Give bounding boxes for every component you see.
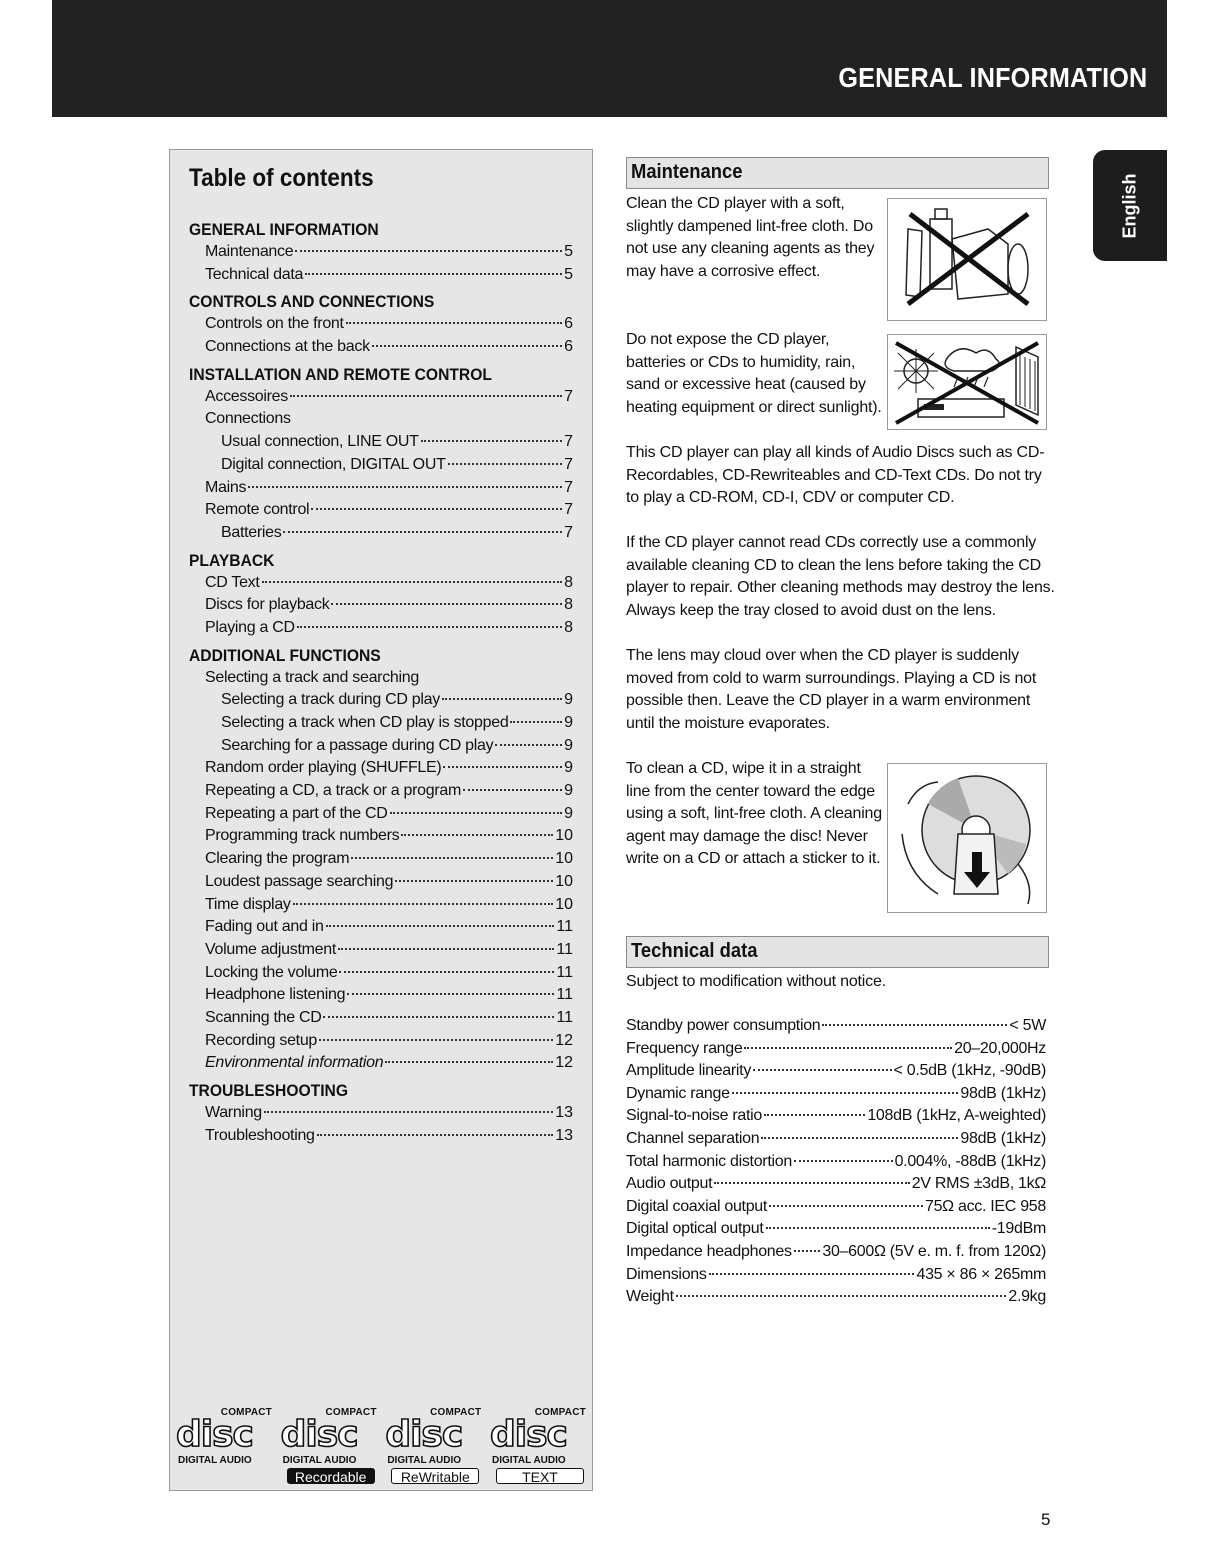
- toc-entry-page: 5: [564, 243, 573, 260]
- toc-entry: [189, 689, 573, 712]
- spec-leader-dots: [766, 1227, 990, 1229]
- toc-entry-label: Repeating a part of the CD: [205, 804, 388, 822]
- toc-leader-dots: [448, 463, 563, 465]
- toc-entry-label: Random order playing (SHUFFLE): [205, 759, 442, 777]
- toc-leader-dots: [395, 880, 553, 882]
- spec-label: Dimensions: [626, 1265, 707, 1283]
- toc-entry-page: 7: [564, 433, 573, 451]
- toc-entry-label: Selecting a track during CD play: [221, 691, 440, 709]
- toc-entry: [189, 522, 573, 545]
- spec-value: 30–600Ω (5V e. m. f. from 120Ω): [822, 1242, 1046, 1260]
- maintenance-paragraph-4: If the CD player cannot read CDs correctly use a commonly available cleaning CD to clean the lens before taking the CD player to repair. Other cleaning methods may destroy the lens. Always keep the tray closed to avoid dust on the lens.: [626, 534, 1055, 619]
- spec-leader-dots: [764, 1114, 865, 1116]
- spec-row: [626, 1218, 1046, 1241]
- toc-entry-label: Fading out and in: [205, 918, 324, 936]
- maintenance-paragraph-5: The lens may cloud over when the CD player is suddenly moved from cold to warm surroundings. Playing a CD is not possible then. Leave the CD player in a warm environment until the moisture evaporates.: [626, 647, 1037, 732]
- spec-value: 2V RMS ±3dB, 1kΩ: [911, 1175, 1046, 1193]
- toc-leader-dots: [264, 1111, 553, 1113]
- disc-logo-compact: COMPACT: [220, 1407, 272, 1418]
- toc-entry-label: Usual connection, LINE OUT: [221, 433, 419, 451]
- spec-row: [626, 1196, 1046, 1219]
- toc-entry-label: Controls on the front: [205, 315, 344, 333]
- toc-entry-page: 11: [556, 986, 573, 1004]
- spec-label: Digital coaxial output: [626, 1197, 768, 1215]
- spec-row: [626, 1083, 1046, 1106]
- toc-leader-dots: [293, 903, 554, 905]
- toc-entry: [189, 712, 573, 735]
- toc-entry: [189, 499, 573, 522]
- disc-logo-badge: TEXT: [496, 1468, 584, 1484]
- toc-entry: [189, 454, 573, 477]
- disc-cleaning-illustration: [887, 763, 1047, 913]
- toc-entry: [189, 962, 573, 985]
- disc-logo-digital: DIGITAL AUDIO: [387, 1455, 462, 1466]
- toc-entry-label: Troubleshooting: [205, 1126, 315, 1144]
- spec-leader-dots: [676, 1295, 1007, 1297]
- no-cleaning-agents-icon: [888, 199, 1046, 320]
- toc-leader-dots: [339, 971, 554, 973]
- spec-row: [626, 1105, 1046, 1128]
- toc-section-title: TROUBLESHOOTING: [189, 1081, 349, 1100]
- spec-leader-dots: [709, 1273, 915, 1275]
- toc-entry-page: 10: [555, 895, 573, 913]
- toc-entry: [189, 594, 573, 617]
- spec-label: Frequency range: [626, 1039, 743, 1057]
- toc-entry: [189, 894, 573, 917]
- language-tab: [1093, 150, 1167, 261]
- toc-leader-dots: [421, 440, 562, 442]
- toc-leader-dots: [331, 603, 562, 605]
- toc-leader-dots: [338, 948, 554, 950]
- toc-entry: [189, 1007, 573, 1030]
- toc-entry-label: Discs for playback: [205, 596, 330, 614]
- toc-leader-dots: [297, 626, 562, 628]
- disc-logo-digital: DIGITAL AUDIO: [178, 1455, 252, 1466]
- spec-label: Weight: [626, 1288, 674, 1306]
- toc-section-title: CONTROLS AND CONNECTIONS: [189, 292, 435, 312]
- disc-logo-digital: DIGITAL AUDIO: [491, 1455, 566, 1466]
- toc-entry-page: 9: [564, 782, 573, 800]
- disc-logo-badge: ReWritable: [391, 1468, 479, 1484]
- toc-entry-label: Clearing the program: [205, 850, 350, 868]
- toc-leader-dots: [295, 250, 562, 252]
- toc-entry-label: Recording setup: [205, 1031, 318, 1049]
- disc-logo-badge: Recordable: [287, 1468, 375, 1484]
- toc-entry-label: CD Text: [205, 573, 260, 591]
- spec-label: Signal-to-noise ratio: [626, 1107, 762, 1125]
- spec-leader-dots: [744, 1047, 952, 1049]
- toc-entry-label: Playing a CD: [205, 618, 295, 636]
- toc-entry: [189, 780, 573, 803]
- toc-entry-page: 8: [564, 596, 573, 614]
- toc-entry: [189, 803, 573, 826]
- toc-entry: [189, 264, 573, 287]
- toc-entry: [189, 477, 573, 500]
- toc-entry-page: 11: [556, 1008, 573, 1026]
- spec-list: [626, 1015, 1046, 1309]
- toc-entry-label: Repeating a CD, a track or a program: [205, 782, 461, 800]
- spec-row: [626, 1151, 1046, 1174]
- toc-leader-dots: [262, 581, 563, 583]
- toc-entry-label: Digital connection, DIGITAL OUT: [221, 455, 446, 473]
- toc-entry-page: 11: [556, 918, 573, 936]
- page-title: GENERAL INFORMATION: [837, 62, 1147, 93]
- toc-entry-label: Time display: [205, 895, 291, 913]
- spec-value: 108dB (1kHz, A-weighted): [867, 1107, 1046, 1125]
- toc-leader-dots: [319, 1039, 553, 1041]
- toc-entry-label: Accessoires: [205, 387, 288, 405]
- toc-leader-dots: [248, 486, 562, 488]
- toc-entry-label: Warning: [205, 1104, 262, 1121]
- disc-logo-digital: DIGITAL AUDIO: [282, 1455, 357, 1466]
- toc-entry-label: Headphone listening: [205, 986, 346, 1004]
- spec-row: [626, 1241, 1046, 1264]
- compact-disc-logo: [490, 1405, 588, 1485]
- spec-value: 435 × 86 × 265mm: [916, 1265, 1046, 1283]
- technical-note: Subject to modification without notice.: [626, 973, 886, 990]
- spec-value: 2.9kg: [1008, 1288, 1046, 1306]
- toc-entry: [189, 1102, 573, 1125]
- language-tab-label: English: [1119, 172, 1140, 239]
- toc-entry: [189, 825, 573, 848]
- toc-entry-label: Batteries: [221, 523, 282, 541]
- toc-leader-dots: [317, 1134, 554, 1136]
- toc-entry-page: 7: [564, 387, 573, 405]
- toc-leader-dots: [326, 925, 555, 927]
- toc-entry-page: 6: [564, 338, 573, 356]
- disc-logo-disc: disc: [385, 1414, 463, 1455]
- toc-leader-dots: [401, 834, 553, 836]
- no-heat-humidity-icon: [888, 335, 1046, 429]
- toc-section-title: GENERAL INFORMATION: [189, 220, 379, 239]
- compact-disc-logo: [176, 1405, 274, 1485]
- maintenance-paragraph-3: This CD player can play all kinds of Audio Discs such as CD-Recordables, CD-Rewriteables and CD-Text CDs. Do not try to play a CD-ROM, CD-I, CDV or computer CD.: [626, 444, 1045, 507]
- disc-logo-compact: COMPACT: [430, 1407, 482, 1418]
- spec-value: 75Ω acc. IEC 958: [924, 1197, 1046, 1215]
- compact-disc-logo: [385, 1405, 483, 1485]
- toc-leader-dots: [442, 698, 562, 700]
- toc-entry-page: 7: [564, 501, 573, 519]
- toc-entry: [189, 916, 573, 939]
- toc-entry-page: 9: [564, 804, 573, 822]
- toc-entry-page: 10: [555, 850, 573, 868]
- toc-entry: [189, 1052, 573, 1075]
- toc-leader-dots: [347, 993, 554, 995]
- toc-leader-dots: [305, 273, 562, 275]
- maintenance-heading: Maintenance: [631, 161, 743, 183]
- spec-row: [626, 1128, 1046, 1151]
- spec-row: [626, 1173, 1046, 1196]
- spec-label: Standby power consumption: [626, 1017, 821, 1034]
- spec-label: Impedance headphones: [626, 1242, 792, 1260]
- toc-entry-page: 9: [564, 759, 573, 777]
- toc-entry-label: Maintenance: [205, 243, 294, 260]
- toc-entry-page: 9: [564, 691, 573, 709]
- toc-section-title: ADDITIONAL FUNCTIONS: [189, 645, 381, 665]
- toc-entry: [189, 617, 573, 640]
- toc-entry-page: 8: [564, 618, 573, 636]
- toc-section-title: PLAYBACK: [189, 550, 275, 570]
- toc-entry-page: 10: [555, 827, 573, 845]
- toc-entry: [189, 431, 573, 454]
- toc-entry-label: Locking the volume: [205, 963, 338, 981]
- disc-logos: [176, 1405, 588, 1485]
- spec-leader-dots: [794, 1160, 893, 1162]
- technical-heading-box: [626, 936, 1049, 968]
- spec-value: < 0.5dB (1kHz, -90dB): [893, 1062, 1046, 1080]
- toc-entry-label: Mains: [205, 478, 247, 496]
- header-bar: [52, 0, 1167, 117]
- toc-entry-page: 10: [555, 872, 573, 890]
- spec-row: [626, 1015, 1046, 1038]
- toc-entry: [189, 313, 573, 336]
- maintenance-paragraph-1: Clean the CD player with a soft, slightly dampened lint-free cloth. Do not use any cleaning agents as they may have a corrosive effect.: [626, 195, 875, 280]
- technical-heading: Technical data: [631, 940, 758, 962]
- toc-leader-dots: [463, 789, 562, 791]
- spec-value: -19dBm: [991, 1220, 1046, 1238]
- toc-entry-page: 13: [555, 1126, 573, 1144]
- toc-section-title: INSTALLATION AND REMOTE CONTROL: [189, 364, 492, 384]
- toc-leader-dots: [390, 812, 563, 814]
- spec-leader-dots: [714, 1182, 910, 1184]
- toc-entry-page: 6: [564, 315, 573, 333]
- spec-row: [626, 1060, 1046, 1083]
- spec-row: [626, 1038, 1046, 1061]
- toc-leader-dots: [311, 508, 562, 510]
- toc-entry-label: Loudest passage searching: [205, 872, 394, 890]
- toc-leader-dots: [510, 721, 562, 723]
- toc-entry-label: Selecting a track when CD play is stopped: [221, 714, 509, 731]
- cleaning-agents-illustration: [887, 198, 1047, 321]
- toc-entry: [189, 667, 573, 690]
- spec-value: 20–20,000Hz: [954, 1039, 1046, 1057]
- toc-entry-page: 7: [564, 523, 573, 541]
- toc-leader-dots: [323, 1016, 554, 1018]
- maintenance-heading-box: [626, 157, 1049, 189]
- toc-entry: [189, 1125, 573, 1148]
- toc-entry-label: Volume adjustment: [205, 940, 336, 958]
- toc-entry-page: 7: [564, 478, 573, 496]
- toc-entry: [189, 871, 573, 894]
- spec-label: Dynamic range: [626, 1084, 730, 1102]
- toc-entry-label: Programming track numbers: [205, 827, 400, 845]
- toc-entry-label: Connections: [205, 410, 291, 428]
- heat-humidity-illustration: [887, 334, 1047, 430]
- toc-entry-label: Searching for a passage during CD play: [221, 736, 494, 754]
- toc-entry-label: Connections at the back: [205, 338, 370, 356]
- toc-entry: [189, 757, 573, 780]
- toc-leader-dots: [443, 766, 562, 768]
- toc-entry: [189, 408, 573, 431]
- toc-entry: [189, 939, 573, 962]
- toc-leader-dots: [283, 531, 562, 533]
- spec-label: Amplitude linearity: [626, 1062, 752, 1080]
- spec-value: < 5W: [1009, 1017, 1046, 1034]
- toc-title: Table of contents: [189, 164, 374, 192]
- spec-label: Total harmonic distortion: [626, 1152, 792, 1170]
- toc-entry-label: Remote control: [205, 501, 310, 519]
- table-of-contents: [169, 149, 593, 1491]
- toc-entry-page: 11: [556, 940, 573, 958]
- disc-logo-disc: disc: [280, 1414, 358, 1455]
- spec-row: [626, 1264, 1046, 1287]
- toc-entry-label: Selecting a track and searching: [205, 668, 419, 686]
- toc-entry-page: 5: [564, 265, 573, 283]
- toc-entry: [189, 735, 573, 758]
- toc-entry-page: 12: [555, 1031, 573, 1049]
- toc-leader-dots: [351, 857, 553, 859]
- toc-leader-dots: [372, 345, 562, 347]
- maintenance-paragraph-6: To clean a CD, wipe it in a straight line from the center toward the edge using a soft, lint-free cloth. A cleaning agent may damage the disc! Never write on a CD or attach a sticker to it.: [626, 760, 882, 868]
- spec-leader-dots: [753, 1069, 892, 1071]
- disc-logo-compact: COMPACT: [325, 1407, 377, 1418]
- disc-logo-disc: disc: [489, 1414, 567, 1455]
- toc-entry: [189, 336, 573, 359]
- toc-entry-page: 13: [555, 1104, 573, 1121]
- disc-logo-disc: disc: [176, 1414, 253, 1455]
- toc-entry-label: Environmental information: [205, 1054, 384, 1072]
- toc-entry: [189, 984, 573, 1007]
- toc-entry-page: 11: [556, 963, 573, 981]
- toc-entry-page: 9: [564, 736, 573, 754]
- toc-list: [189, 218, 573, 1147]
- spec-leader-dots: [822, 1024, 1007, 1026]
- toc-leader-dots: [290, 395, 562, 397]
- wipe-disc-icon: [888, 764, 1046, 912]
- toc-entry-page: 7: [564, 455, 573, 473]
- spec-label: Digital optical output: [626, 1220, 764, 1238]
- spec-leader-dots: [761, 1137, 958, 1139]
- toc-entry-label: Scanning the CD: [205, 1008, 322, 1026]
- spec-row: [626, 1286, 1046, 1309]
- toc-entry-page: 12: [555, 1054, 573, 1072]
- toc-entry: [189, 848, 573, 871]
- toc-entry: [189, 572, 573, 595]
- toc-entry-page: 8: [564, 573, 573, 591]
- page-number: 5: [1041, 1510, 1051, 1529]
- spec-leader-dots: [769, 1205, 923, 1207]
- spec-leader-dots: [794, 1250, 821, 1252]
- toc-entry: [189, 1030, 573, 1053]
- spec-leader-dots: [732, 1092, 959, 1094]
- toc-entry-page: 9: [564, 714, 573, 731]
- compact-disc-logo: [281, 1405, 379, 1485]
- toc-leader-dots: [346, 322, 562, 324]
- disc-logo-compact: COMPACT: [534, 1407, 586, 1418]
- spec-value: 0.004%, -88dB (1kHz): [894, 1152, 1046, 1170]
- toc-entry: [189, 241, 573, 264]
- maintenance-paragraph-2: Do not expose the CD player, batteries or CDs to humidity, rain, sand or excessive heat (caused by heating equipment or direct sunlight).: [626, 331, 882, 416]
- spec-value: 98dB (1kHz): [960, 1084, 1046, 1102]
- toc-entry-label: Technical data: [205, 265, 304, 283]
- toc-leader-dots: [495, 744, 562, 746]
- spec-label: Audio output: [626, 1175, 713, 1193]
- spec-label: Channel separation: [626, 1129, 760, 1147]
- toc-leader-dots: [385, 1061, 553, 1063]
- spec-value: 98dB (1kHz): [960, 1129, 1046, 1147]
- toc-entry: [189, 386, 573, 409]
